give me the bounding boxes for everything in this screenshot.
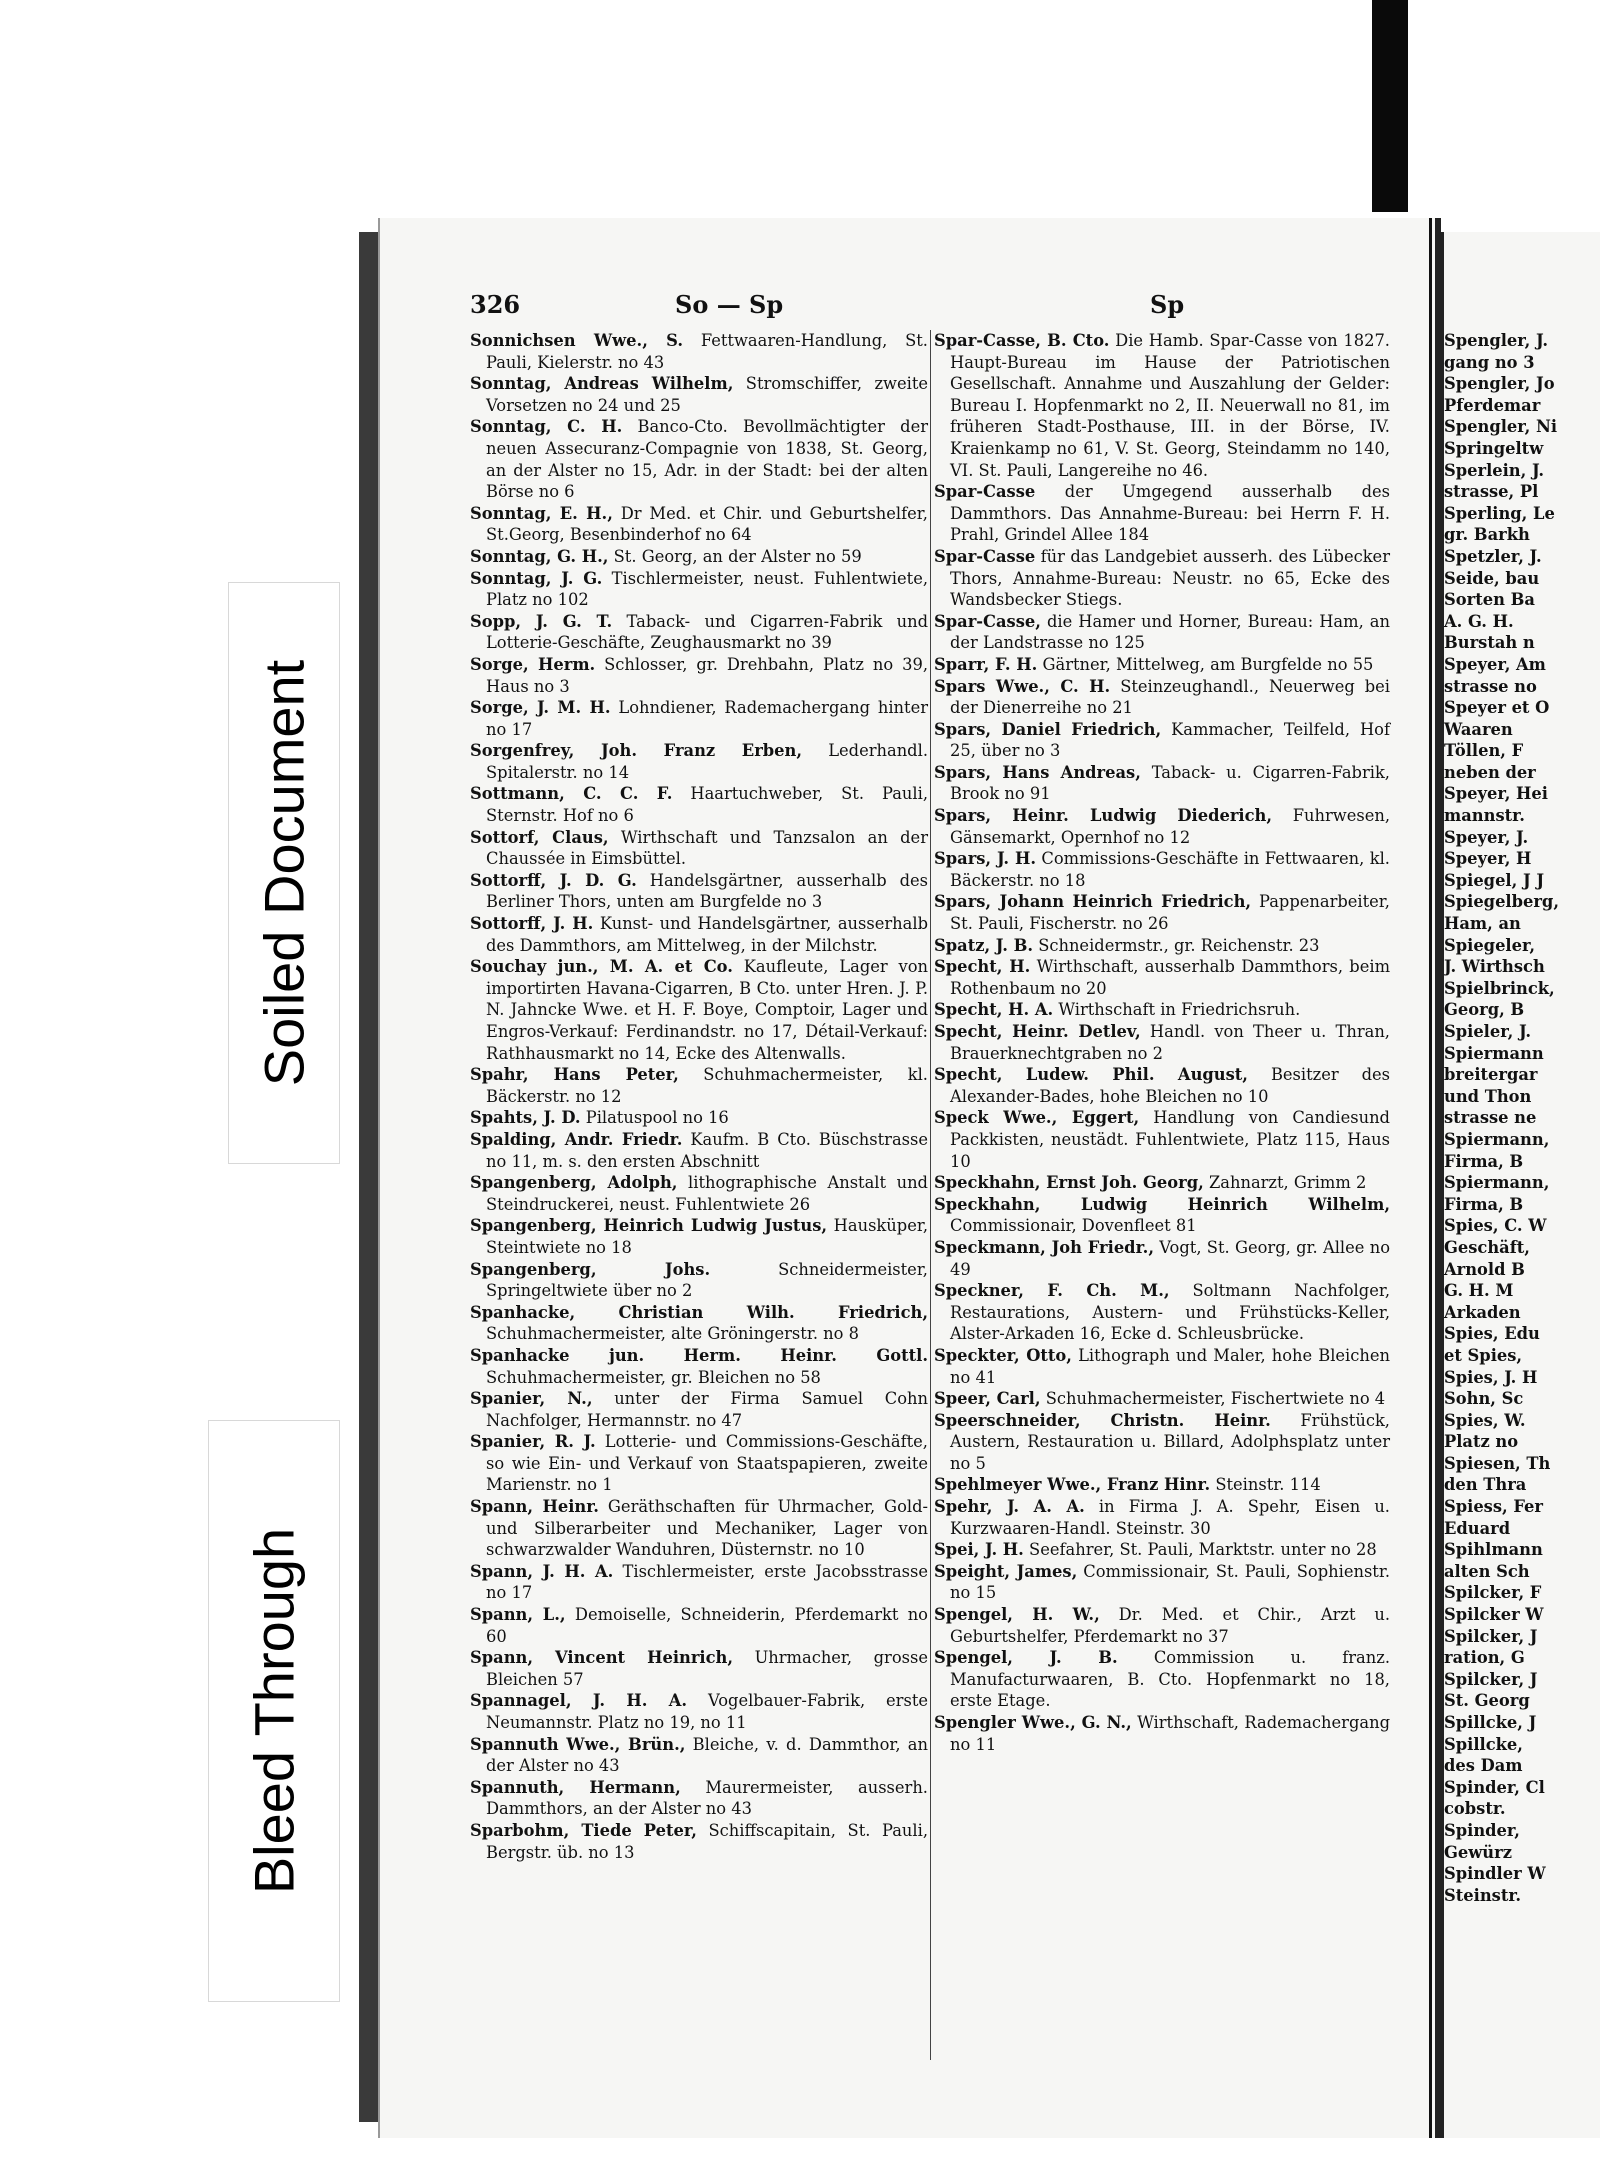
facing-page-line: Speyer, Hei [1444,784,1548,804]
directory-entry [470,1345,928,1388]
entry-text: Taback- u. Cigarren-Fabrik, Brook no 91 [950,762,1390,804]
entry-name: Spann, L., [470,1605,566,1625]
facing-page-line: Spiermann, [1444,1129,1550,1149]
facing-page-line: Spinder, Cl [1444,1777,1545,1797]
directory-entry [470,783,928,826]
entry-name: Spehr, J. A. A. [934,1497,1085,1517]
entry-text: Schlosser, gr. Drehbahn, Platz no 39, Haus no 3 [486,654,928,696]
directory-entry [470,1777,928,1820]
entry-text: Dr Med. et Chir. und Geburtshelfer, St.Georg, Besenbinderhof no 64 [486,503,928,545]
facing-page-line: A. G. H. [1444,611,1514,631]
entry-text: Fuhrwesen, Gänsemarkt, Opernhof no 12 [950,806,1390,847]
facing-page-line: Spihlmann [1444,1540,1543,1560]
entry-text: lithographische Anstalt und Steindruckerei, neust. Fuhlentwiete 26 [486,1173,928,1214]
entry-text: Handl. von Theer u. Thran, Brauerknechtgraben no 2 [950,1022,1390,1063]
entry-text: Wirthschaft, Rademachergang no 11 [950,1713,1390,1754]
entry-text: Frühstück, Austern, Restauration u. Billard, Adolphsplatz unter no 5 [950,1410,1390,1473]
directory-entry [470,1172,928,1215]
facing-page-line: Pferdemar [1444,395,1541,415]
entry-name: Specht, H. A. [934,1000,1054,1020]
directory-entry [934,1388,1390,1410]
facing-page-line: Arnold B [1444,1259,1525,1279]
facing-page-fragment [1440,232,1600,2138]
directory-entry [470,1496,928,1561]
facing-page-line: Steinstr. [1444,1885,1522,1905]
entry-text: Commissions-Geschäfte in Fettwaaren, kl. Bäckerstr. no 18 [950,849,1390,890]
entry-name: Spangenberg, Heinrich Ludwig Justus, [470,1216,828,1236]
facing-page-line: cobstr. [1444,1799,1506,1819]
directory-entry [934,1280,1390,1345]
entry-name: Spann, Heinr. [470,1497,599,1517]
facing-page-line: Spies, W. [1444,1410,1526,1430]
directory-entry [470,956,928,1064]
directory-entry [470,1064,928,1107]
entry-text: Seefahrer, St. Pauli, Marktstr. unter no 28 [1029,1540,1377,1560]
directory-entry [470,697,928,740]
facing-page-line: Geschäft, [1444,1237,1530,1257]
entry-text: Kaufm. B Cto. Büschstrasse no 11, m. s. den ersten Abschnitt [486,1129,929,1171]
facing-page-line: Springeltw [1444,438,1544,458]
directory-entry [470,913,928,956]
directory-entry [470,330,928,373]
entry-name: Spahr, Hans Peter, [470,1065,679,1085]
entry-name: Spannagel, J. H. A. [470,1691,688,1711]
directory-entry [470,611,928,654]
facing-page-line: breitergar [1444,1065,1538,1085]
entry-text: Schuhmachermeister, Fischertwiete no 4 [1045,1389,1386,1409]
directory-entry [934,1107,1390,1172]
facing-page-line: Spies, Edu [1444,1324,1540,1344]
entry-name: Speerschneider, Christn. Heinr. [934,1410,1271,1430]
entry-name: Spannuth Wwe., Brün., [470,1734,686,1754]
column-divider [930,330,931,2060]
entry-name: Sorge, J. M. H. [470,698,611,718]
entry-name: Souchay jun., M. A. et Co. [470,957,733,977]
entry-name: Sottmann, C. C. F. [470,784,673,804]
facing-page-line: Spies, J. H [1444,1367,1538,1387]
facing-page-line: Sperlein, J. [1444,460,1545,480]
facing-page-line: Georg, B [1444,1000,1525,1020]
entry-name: Spars, J. H. [934,849,1037,869]
entry-name: Spangenberg, Adolph, [470,1173,678,1193]
facing-page-line: gr. Barkh [1444,525,1530,545]
entry-text: der Umgegend ausserhalb des Dammthors. Das Annahme-Bureau: bei Herrn F. H. Prahl, Grindel Allee 184 [950,482,1390,545]
entry-name: Spalding, Andr. Friedr. [470,1129,683,1149]
directory-entry [934,1064,1390,1107]
directory-entry [934,1194,1390,1237]
facing-page-line: Spengler, Ni [1444,417,1558,437]
directory-entry [934,1410,1390,1475]
entry-text: Hausküper, Steintwiete no 18 [486,1216,928,1257]
facing-page-line: Waaren [1444,719,1513,739]
entry-text: Soltmann Nachfolger, Restaurations, Austern- und Frühstücks-Keller, Alster-Arkaden 16, Ecke d. Schleusbrücke. [950,1281,1390,1344]
entry-text: Dr. Med. et Chir., Arzt u. Geburtshelfer, Pferdemarkt no 37 [950,1605,1391,1646]
entry-text: für das Landgebiet ausserh. des Lübecker Thors, Annahme-Bureau: Neustr. no 65, Ecke des Wandsbecker Stiegs. [950,546,1390,610]
entry-text: in Firma J. A. Spehr, Eisen u. Kurzwaaren-Handl. Steinstr. 30 [950,1497,1390,1538]
facing-page-line: strasse no [1444,676,1537,696]
entry-name: Spengel, J. B. [934,1648,1118,1668]
entry-text: Schuhmachermeister, alte Gröningerstr. no 8 [486,1324,859,1344]
page-number: 326 [470,290,521,319]
directory-entry [934,848,1390,891]
entry-name: Spar-Casse [934,546,1036,566]
entry-text: Uhrmacher, grosse Bleichen 57 [486,1648,928,1689]
directory-entry [934,1647,1390,1712]
facing-page-line: Speyer et O [1444,698,1550,718]
directory-entry [934,762,1390,805]
directory-entry [934,719,1390,762]
directory-entry [470,1647,928,1690]
entry-name: Specht, Ludew. Phil. August, [934,1065,1248,1085]
entry-text: Handlung von Candiesund Packkisten, neustädt. Fuhlentwiete, Platz 115, Haus 10 [950,1108,1390,1171]
entry-text: Schneidermeister, Springeltwiete über no 2 [486,1259,928,1301]
entry-name: Spei, J. H. [934,1540,1024,1560]
directory-entry [470,740,928,783]
entry-name: Sonntag, J. G. [470,568,603,588]
entry-text: Commission u. franz. Manufacturwaaren, B. Cto. Hopfenmarkt no 18, erste Etage. [950,1648,1390,1711]
directory-entry [934,481,1390,546]
facing-page-line: Spiermann [1444,1043,1544,1063]
entry-text: Handelsgärtner, ausserhalb des Berliner Thors, unten am Burgfelde no 3 [486,870,928,912]
directory-entry [934,1539,1390,1561]
facing-page-line: Spiermann, [1444,1173,1550,1193]
facing-page-line: neben der [1444,762,1536,782]
facing-page-line: Speyer, H [1444,849,1532,869]
entry-text: Maurermeister, ausserh. Dammthors, an der Alster no 43 [486,1777,928,1819]
entry-text: Schneidermstr., gr. Reichenstr. 23 [1038,935,1320,955]
entry-text: Kammacher, Teilfeld, Hof 25, über no 3 [950,719,1390,761]
facing-page-line: Seide, bau [1444,568,1540,588]
entry-name: Spar-Casse [934,482,1036,502]
directory-entry [470,1129,928,1172]
entry-text: Vogelbauer-Fabrik, erste Neumannstr. Platz no 19, no 11 [486,1691,928,1732]
directory-entry [934,1237,1390,1280]
directory-entry [934,1345,1390,1388]
entry-name: Spahts, J. D. [470,1108,581,1128]
directory-entry [470,1302,928,1345]
entry-name: Specht, H. [934,957,1031,977]
entry-text: Steinzeughandl., Neuerweg bei der Dienerreihe no 21 [950,676,1390,718]
facing-page-text [1444,330,1559,1906]
entry-name: Speckhahn, Ludwig Heinrich Wilhelm, [934,1194,1390,1214]
entry-name: Sparbohm, Tiede Peter, [470,1820,697,1840]
entry-name: Speck Wwe., Eggert, [934,1108,1140,1128]
entry-text: Fettwaaren-Handlung, St. Pauli, Kielerstr. no 43 [486,331,928,372]
facing-page-line: Arkaden [1444,1302,1521,1322]
directory-entry [934,611,1390,654]
entry-name: Speckter, Otto, [934,1345,1072,1365]
directory-entry [934,1561,1390,1604]
entry-text: Lithograph und Maler, hohe Bleichen no 41 [950,1345,1390,1387]
directory-entry [934,1712,1390,1755]
entry-name: Sorge, Herm. [470,654,596,674]
directory-entry [470,373,928,416]
soiled-document-label [228,582,340,1164]
entry-text: Tischlermeister, neust. Fuhlentwiete, Platz no 102 [486,568,928,610]
entry-text: Steinstr. 114 [1215,1475,1321,1495]
facing-page-line: Eduard [1444,1518,1511,1538]
entry-name: Spannuth, Hermann, [470,1777,681,1797]
entry-name: Spanhacke, Christian Wilh. Friedrich, [470,1302,928,1322]
entry-name: Sonntag, C. H. [470,417,623,437]
facing-page-line: Speyer, J. [1444,827,1529,847]
facing-page-line: Spilcker, J [1444,1626,1538,1646]
entry-name: Sottorff, J. H. [470,914,594,934]
facing-page-line: Spengler, J. [1444,331,1549,350]
directory-entry [934,805,1390,848]
directory-entry [470,546,928,568]
directory-entry [934,546,1390,611]
entry-name: Spanhacke jun. Herm. Heinr. Gottl. [470,1345,928,1365]
facing-page-line: Firma, B [1444,1194,1524,1214]
facing-page-line: Burstah n [1444,633,1535,653]
facing-page-line: gang no 3 [1444,352,1535,372]
entry-name: Specht, Heinr. Detlev, [934,1022,1141,1041]
directory-entry [470,1561,928,1604]
bleed-through-label [208,1420,340,2002]
directory-entry [470,1604,928,1647]
entry-name: Speckmann, Joh Friedr., [934,1237,1154,1257]
entry-text: Zahnarzt, Grimm 2 [1208,1173,1367,1193]
entry-text: Pilatuspool no 16 [585,1108,729,1128]
entry-text: St. Georg, an der Alster no 59 [613,546,862,566]
entry-name: Spangenberg, Johs. [470,1259,711,1279]
facing-page-line: Spilcker W [1444,1605,1544,1625]
bleed-through-text: Bleed Through [242,1527,306,1895]
directory-entry [934,676,1390,719]
entry-text: Haartuchweber, St. Pauli, Sternstr. Hof no 6 [486,784,928,826]
entry-text: Commissionair, Dovenfleet 81 [950,1216,1197,1236]
bookmark-ribbon [1372,0,1408,212]
facing-page-line: alten Sch [1444,1561,1530,1581]
directory-entry [470,1107,928,1129]
entry-text: Bleiche, v. d. Dammthor, an der Alster no 43 [486,1734,928,1776]
facing-page-line: mannstr. [1444,806,1525,826]
entry-name: Spann, J. H. A. [470,1561,614,1581]
entry-text: Kaufleute, Lager von importirten Havana-Cigarren, B Cto. unter Hren. J. P. N. Jahncke Wwe. et H. F. Boye, Comptoir, Lager und Engros-Verkauf: Ferdinandstr. no 17, Détail-Verkauf: Rathhausmarkt no 14, Ecke des Altenwalls. [486,957,928,1063]
directory-entry [470,870,928,913]
right-column [934,330,1390,1755]
directory-entry [934,891,1390,934]
facing-page-line: Spindler W [1444,1864,1546,1884]
entry-name: Sorgenfrey, Joh. Franz Erben, [470,741,803,761]
entry-text: Lederhandl. Spitalerstr. no 14 [486,741,928,782]
facing-page-line: Spiegel, J J [1444,870,1545,890]
facing-page-line: Spinder, [1444,1820,1520,1840]
directory-entry [934,1604,1390,1647]
facing-page-line: Spetzler, J. [1444,546,1542,566]
facing-page-line: den Thra [1444,1475,1527,1495]
entry-text: Stromschiffer, zweite Vorsetzen no 24 und 25 [486,374,928,415]
entry-name: Spengler Wwe., G. N., [934,1713,1132,1732]
entry-name: Speer, Carl, [934,1389,1041,1409]
entry-name: Speight, James, [934,1561,1078,1581]
facing-page-line: Sperling, Le [1444,503,1555,523]
directory-entry [470,568,928,611]
entry-text: Vogt, St. Georg, gr. Allee no 49 [950,1237,1390,1279]
facing-page-line: Spilcker, J [1444,1669,1538,1689]
entry-name: Spars, Daniel Friedrich, [934,719,1162,739]
book-edge [359,232,379,2122]
directory-entry [470,1820,928,1863]
entry-text: Schuhmachermeister, kl. Bäckerstr. no 12 [486,1065,928,1106]
entry-name: Spatz, J. B. [934,935,1033,955]
entry-text: Demoiselle, Schneiderin, Pferdemarkt no 60 [486,1605,928,1646]
directory-entry [470,1388,928,1431]
directory-entry [470,827,928,870]
facing-page-line: strasse, Pl [1444,482,1539,502]
facing-page-line: Ham, an [1444,914,1521,934]
facing-page-line: Spilcker, F [1444,1583,1542,1603]
entry-name: Sonntag, Andreas Wilhelm, [470,374,734,394]
directory-entry [470,1215,928,1258]
entry-text: Schiffscapitain, St. Pauli, Bergstr. üb. no 13 [486,1820,928,1862]
facing-page-line: des Dam [1444,1756,1523,1776]
soiled-document-text: Soiled Document [252,659,316,1087]
directory-entry [934,1021,1390,1064]
facing-page-line: Spieler, J. [1444,1022,1532,1041]
entry-text: Taback- und Cigarren-Fabrik und Lotterie-Geschäfte, Zeughausmarkt no 39 [486,611,929,653]
entry-name: Sparr, F. H. [934,654,1038,674]
entry-name: Speckner, F. Ch. M., [934,1281,1170,1301]
facing-page-line: G. H. M [1444,1281,1514,1301]
entry-name: Spars, Johann Heinrich Friedrich, [934,892,1252,912]
directory-entry [934,1474,1390,1496]
entry-name: Spanier, N., [470,1389,593,1409]
entry-name: Spar-Casse, B. Cto. [934,331,1110,350]
directory-entry [934,1172,1390,1194]
entry-text: Wirthschaft, ausserhalb Dammthors, beim Rothenbaum no 20 [950,957,1391,998]
directory-entry [934,654,1390,676]
entry-text: Commissionair, St. Pauli, Sophienstr. no 15 [950,1561,1391,1603]
facing-page-line: Firma, B [1444,1151,1524,1171]
facing-page-line: Spengler, Jo [1444,374,1555,394]
directory-entry [470,416,928,502]
entry-name: Spar-Casse, [934,611,1041,631]
entry-text: Wirthschaft in Friedrichsruh. [1058,1000,1301,1020]
facing-page-line: Platz no [1444,1432,1519,1452]
entry-text: Schuhmachermeister, gr. Bleichen no 58 [486,1367,821,1387]
facing-page-line: Speyer, Am [1444,654,1546,674]
facing-page-line: Töllen, F [1444,741,1524,761]
page-letters: Sp [1150,290,1185,319]
directory-entry [470,654,928,697]
entry-text: Die Hamb. Spar-Casse von 1827. Haupt-Bureau im Hause der Patriotischen Gesellschaft. Annahme und Auszahlung der Gelder: Bureau I. Hopfenmarkt no 2, II. Neuerwall no 81, im früheren Stadt-Posthause, III. in der Börse, IV. Kraienkamp no 61, V. St. Georg, Steindamm no 140, VI. St. Pauli, Langereihe no 46. [950,331,1390,480]
directory-entry [934,935,1390,957]
facing-page-line: Spiegelberg, [1444,892,1559,912]
facing-page-line: Spiegeler, [1444,935,1536,955]
facing-page-line: Spiess, Fer [1444,1497,1543,1517]
entry-text: unter der Firma Samuel Cohn Nachfolger, Hermannstr. no 47 [486,1389,928,1430]
entry-name: Sottorff, J. D. G. [470,870,637,890]
entry-name: Sottorf, Claus, [470,827,609,847]
facing-page-line: Spillcke, [1444,1734,1523,1754]
facing-page-line: ration, G [1444,1648,1525,1668]
facing-page-line: Sohn, Sc [1444,1389,1524,1409]
directory-entry [934,956,1390,999]
entry-name: Sonnichsen Wwe., S. [470,331,684,350]
entry-name: Sonntag, E. H., [470,503,613,523]
entry-text: die Hamer und Horner, Bureau: Ham, an der Landstrasse no 125 [950,611,1390,653]
directory-entry [470,1690,928,1733]
page-header [470,290,1350,320]
facing-page-line: Spies, C. W [1444,1216,1547,1236]
directory-entry [470,503,928,546]
facing-page-line: J. Wirthsch [1444,957,1545,977]
book-gutter [1429,218,1432,2138]
entry-text: Geräthschaften für Uhrmacher, Gold- und Silberarbeiter und Mechaniker, Lager von schwarzwalder Wanduhren, Düsternstr. no 10 [486,1497,928,1560]
entry-name: Spehlmeyer Wwe., Franz Hinr. [934,1475,1211,1495]
directory-entry [934,330,1390,481]
directory-entry [470,1259,928,1302]
page-range: So — Sp [675,290,784,319]
entry-text: Lohndiener, Rademachergang hinter no 17 [486,698,928,739]
directory-entry [470,1734,928,1777]
facing-page-line: strasse ne [1444,1108,1537,1128]
facing-page-line: Spiesen, Th [1444,1453,1551,1473]
facing-page-line: Spillcke, J [1444,1713,1537,1732]
entry-text: Banco-Cto. Bevollmächtigter der neuen Assecuranz-Compagnie von 1838, St. Georg, an der Alster no 15, Adr. in der Stadt: bei der alten Börse no 6 [486,417,928,502]
entry-text: Lotterie- und Commissions-Geschäfte, so wie Ein- und Verkauf von Staatspapieren, zweite Marienstr. no 1 [486,1432,928,1495]
entry-name: Spars Wwe., C. H. [934,676,1111,696]
entry-name: Spars, Heinr. Ludwig Diederich, [934,806,1273,826]
entry-text: Besitzer des Alexander-Bades, hohe Bleichen no 10 [950,1065,1390,1106]
facing-page-line: Sorten Ba [1444,590,1535,610]
facing-page-line: et Spies, [1444,1345,1523,1365]
directory-entry [470,1431,928,1496]
directory-entry [934,1496,1390,1539]
directory-entry [934,999,1390,1021]
entry-text: Tischlermeister, erste Jacobsstrasse no 17 [486,1561,929,1603]
facing-page-line: und Thon [1444,1086,1532,1106]
entry-name: Spengel, H. W., [934,1605,1100,1625]
entry-text: Gärtner, Mittelweg, am Burgfelde no 55 [1042,654,1374,674]
entry-text: Kunst- und Handelsgärtner, ausserhalb des Dammthors, am Mittelweg, in der Milchstr. [486,914,928,955]
entry-name: Spann, Vincent Heinrich, [470,1648,734,1668]
entry-name: Speckhahn, Ernst Joh. Georg, [934,1173,1204,1193]
facing-page-line: Gewürz [1444,1842,1512,1862]
entry-name: Spars, Hans Andreas, [934,762,1141,782]
facing-page-line: Spielbrinck, [1444,978,1555,998]
facing-page-line: St. Georg [1444,1691,1530,1711]
entry-name: Spanier, R. J. [470,1432,596,1452]
entry-name: Sonntag, G. H., [470,546,609,566]
entry-name: Sopp, J. G. T. [470,611,613,631]
entry-text: Wirthschaft und Tanzsalon an der Chaussée in Eimsbüttel. [486,827,928,869]
left-column [470,330,928,1863]
entry-text: Pappenarbeiter, St. Pauli, Fischerstr. no 26 [950,892,1390,934]
